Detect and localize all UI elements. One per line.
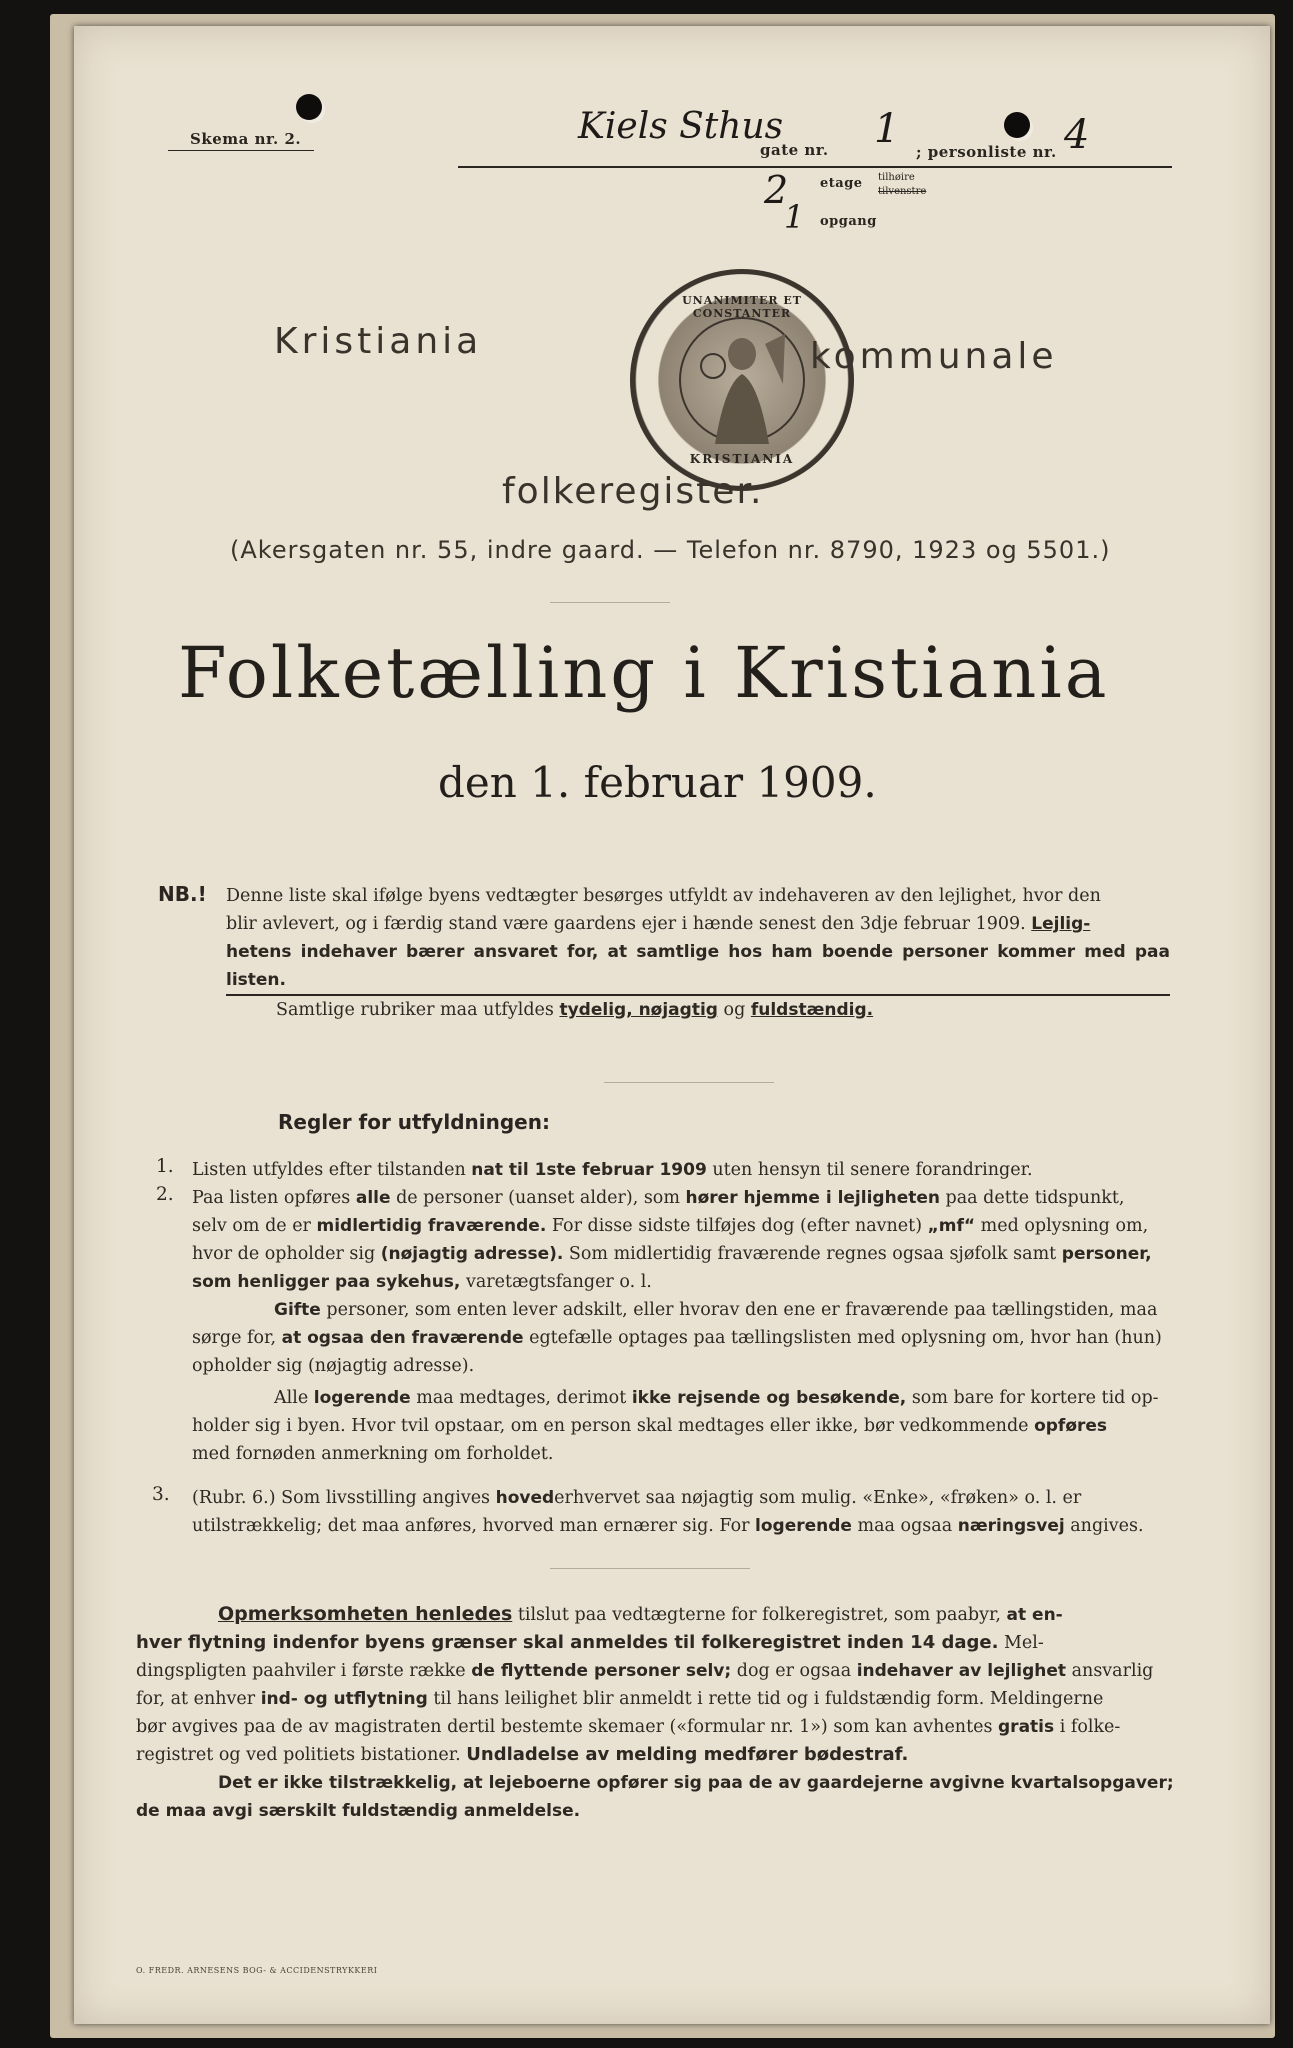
notice-line bbox=[136, 1657, 1176, 1685]
notice-line bbox=[136, 1741, 1176, 1769]
punch-hole-right bbox=[1004, 112, 1030, 138]
bold-part: logerende bbox=[313, 1388, 411, 1408]
text-part: holder sig i byen. Hvor tvil opstaar, om en person skal medtages eller ikke, bør vedkommende bbox=[192, 1416, 1035, 1436]
bold-part: næringsvej bbox=[957, 1516, 1065, 1536]
notice-lead: Opmerksomheten henledes bbox=[218, 1603, 513, 1625]
rules-heading: Regler for utfyldningen: bbox=[278, 1110, 550, 1134]
nb-line-2b: Lejlig- bbox=[1031, 914, 1091, 934]
text-part: Paa listen opføres bbox=[192, 1188, 356, 1208]
text-part: maa ogsaa bbox=[851, 1516, 958, 1536]
bold-part: ind- og utflytning bbox=[260, 1689, 428, 1709]
nb-line-3-bold: hetens indehaver bærer ansvaret for, at samtlige hos ham boende personer kommer med paa listen. bbox=[226, 942, 1170, 990]
text-part: med fornøden anmerkning om forholdet. bbox=[192, 1444, 554, 1464]
text-part: personer, som enten lever adskilt, eller hvorav den ene er fraværende paa tællingstiden, maa bbox=[320, 1300, 1158, 1320]
floor-value: 2 bbox=[764, 168, 789, 212]
bold-part: at en- bbox=[1006, 1605, 1063, 1625]
text-part: som bare for kortere tid op- bbox=[906, 1388, 1159, 1408]
bold-part: som henligger paa sykehus, bbox=[192, 1272, 461, 1292]
notice-line bbox=[136, 1713, 1176, 1741]
rule-3-text bbox=[192, 1484, 1172, 1540]
opgang-value: 1 bbox=[784, 198, 805, 236]
nb-line-2a: blir avlevert, og i færdig stand være gaardens ejer i hænde senest den 3dje februar 1909. bbox=[226, 914, 1026, 934]
bold-part: Undladelse av melding medfører bødestraf. bbox=[466, 1744, 909, 1765]
text-part: angives. bbox=[1064, 1516, 1144, 1536]
alle-line bbox=[192, 1384, 1172, 1412]
seal-text-top: UNANIMITER ET CONSTANTER bbox=[682, 294, 802, 320]
text-part: varetægtsfanger o. l. bbox=[460, 1272, 652, 1292]
text-part: erhvervet saa nøjagtig som mulig. «Enke», «frøken» o. l. er bbox=[554, 1488, 1082, 1508]
bold-part: hoved bbox=[495, 1488, 555, 1508]
opgang-label: opgang bbox=[820, 214, 877, 229]
bold-part: de maa avgi særskilt fuldstændig anmeldelse. bbox=[136, 1801, 581, 1821]
rule-1-part: uten hensyn til senere forandringer. bbox=[706, 1160, 1033, 1180]
text-part: sørge for, bbox=[192, 1328, 282, 1348]
schema-label: Skema nr. 2. bbox=[190, 130, 302, 148]
letterhead-kommunale: kommunale bbox=[810, 336, 1058, 377]
text-part: egtefælle optages paa tællingslisten med oplysning om, hvor han (hun) bbox=[523, 1328, 1162, 1348]
gifte-line bbox=[192, 1296, 1172, 1324]
separator-3 bbox=[550, 1568, 750, 1569]
text-part: selv om de er bbox=[192, 1216, 317, 1236]
rule-3-number: 3. bbox=[152, 1484, 170, 1505]
text-part: Mel- bbox=[998, 1633, 1044, 1653]
bold-part: indehaver av lejlighet bbox=[856, 1661, 1067, 1681]
text-part: (Rubr. 6.) Som livsstilling angives bbox=[192, 1488, 496, 1508]
nb-line-4c: og bbox=[723, 1000, 746, 1020]
seal-text-bottom: KRISTIANIA bbox=[689, 452, 795, 466]
rule-2-line bbox=[192, 1212, 1172, 1240]
kristiania-seal bbox=[630, 269, 854, 491]
nb-line-4b: tydelig, nøjagtig bbox=[559, 1000, 718, 1020]
bold-part: logerende bbox=[755, 1516, 852, 1536]
bold-part: Gifte bbox=[274, 1300, 321, 1320]
text-part: tilslut paa vedtægterne for folkeregistret, som paabyr, bbox=[512, 1605, 1007, 1625]
rule-1-text bbox=[192, 1156, 1172, 1184]
bold-part: alle bbox=[355, 1188, 391, 1208]
text-part: maa medtages, derimot bbox=[410, 1388, 632, 1408]
rule-1-number: 1. bbox=[156, 1156, 174, 1177]
bold-part: de flyttende personer selv; bbox=[471, 1661, 732, 1681]
nb-line-4a: Samtlige rubriker maa utfyldes bbox=[276, 1000, 554, 1020]
gifte-line bbox=[192, 1324, 1172, 1352]
notice-line bbox=[136, 1600, 1176, 1629]
bold-part: ikke rejsende og besøkende, bbox=[631, 1388, 907, 1408]
rule-3-line bbox=[192, 1484, 1172, 1512]
text-part: dingspligten paahviler i første række bbox=[136, 1661, 472, 1681]
street-handwritten: Kiels Sthus bbox=[578, 106, 784, 147]
personliste-value: 4 bbox=[1064, 112, 1090, 158]
address-line: (Akersgaten nr. 55, indre gaard. — Telefon nr. 8790, 1923 og 5501.) bbox=[230, 536, 1111, 564]
nb-label: NB.! bbox=[158, 882, 207, 906]
rule-1-part: Listen utfyldes efter tilstanden bbox=[192, 1160, 472, 1180]
schema-underline bbox=[168, 150, 314, 151]
text-part: registret og ved politiets bistationer. bbox=[136, 1745, 467, 1765]
bold-part: at ogsaa den fraværende bbox=[281, 1328, 524, 1348]
nb-line-1: Denne liste skal ifølge byens vedtægter besørges utfyldt av indehaveren av den lejlighet, hvor den bbox=[226, 886, 1101, 906]
etage-label: etage bbox=[820, 176, 863, 191]
notice-line bbox=[136, 1797, 1176, 1825]
text-part: Alle bbox=[274, 1388, 314, 1408]
text-part: dog er ogsaa bbox=[731, 1661, 857, 1681]
bold-part: Det er ikke tilstrækkelig, at lejeboerne opfører sig paa de av gaardejerne avgivne kvartalsopgaver; bbox=[218, 1773, 1174, 1793]
personliste-label: ; personliste nr. bbox=[916, 143, 1057, 161]
notice-line bbox=[136, 1629, 1176, 1657]
title-date: den 1. februar 1909. bbox=[438, 758, 877, 807]
rule-3-line bbox=[192, 1512, 1172, 1540]
rule-2-text bbox=[192, 1184, 1172, 1468]
alle-line bbox=[192, 1440, 1172, 1468]
separator-2 bbox=[604, 1082, 774, 1083]
rule-2-number: 2. bbox=[156, 1184, 174, 1205]
rule-2-line bbox=[192, 1184, 1172, 1212]
text-part: opholder sig (nøjagtig adresse). bbox=[192, 1356, 475, 1376]
text-part: paa dette tidspunkt, bbox=[939, 1188, 1125, 1208]
tilhoire-label: tilhøire bbox=[878, 172, 915, 183]
bold-part: gratis bbox=[998, 1717, 1055, 1737]
bold-part: midlertidig fraværende. bbox=[316, 1216, 547, 1236]
notice-line bbox=[136, 1769, 1176, 1797]
alle-line bbox=[192, 1412, 1172, 1440]
bold-part: (nøjagtig adresse). bbox=[380, 1244, 564, 1264]
text-part: til hans leilighet blir anmeldt i rette tid og i fuldstændig form. Meldingerne bbox=[427, 1689, 1104, 1709]
rule-1-bold: nat til 1ste februar 1909 bbox=[471, 1160, 707, 1180]
gate-label: gate nr. bbox=[760, 141, 829, 159]
nb-line-4 bbox=[226, 996, 1170, 1024]
bold-part: hører hjemme i lejligheten bbox=[685, 1188, 940, 1208]
text-part: utilstrækkelig; det maa anføres, hvorved man ernærer sig. For bbox=[192, 1516, 756, 1536]
text-part: for, at enhver bbox=[136, 1689, 261, 1709]
separator-1 bbox=[550, 602, 670, 603]
printer-imprint: O. FREDR. ARNESENS BOG- & ACCIDENSTRYKKERI bbox=[136, 1966, 378, 1975]
bold-part: opføres bbox=[1034, 1416, 1108, 1436]
text-part: Som midlertidig fraværende regnes ogsaa sjøfolk samt bbox=[563, 1244, 1062, 1264]
text-part: For disse sidste tilføjes dog (efter navnet) bbox=[546, 1216, 928, 1236]
bold-part: „mf“ bbox=[927, 1216, 976, 1236]
text-part: de personer (uanset alder), som bbox=[390, 1188, 686, 1208]
notice-paragraph bbox=[136, 1600, 1176, 1825]
bold-part: personer, bbox=[1061, 1244, 1152, 1264]
letterhead-folkeregister: folkeregister. bbox=[502, 471, 764, 512]
nb-paragraph bbox=[226, 882, 1170, 1024]
letterhead-kristiania: Kristiania bbox=[274, 321, 483, 362]
text-part: med oplysning om, bbox=[975, 1216, 1149, 1236]
rule-2-line bbox=[192, 1268, 1172, 1296]
text-part: i folke- bbox=[1054, 1717, 1121, 1737]
text-part: hvor de opholder sig bbox=[192, 1244, 381, 1264]
gifte-line bbox=[192, 1352, 1172, 1380]
text-part: ansvarlig bbox=[1066, 1661, 1154, 1681]
nb-line-3 bbox=[226, 938, 1170, 996]
text-part: bør avgives paa de av magistraten dertil bestemte skemaer («formular nr. 1») som kan avhentes bbox=[136, 1717, 999, 1737]
tilvenstre-label: tilvenstre bbox=[878, 186, 927, 197]
rule-2-line bbox=[192, 1240, 1172, 1268]
gate-value: 1 bbox=[874, 106, 900, 152]
census-form-sheet bbox=[74, 26, 1270, 2024]
header-underline bbox=[458, 166, 1172, 168]
bold-part: hver flytning indenfor byens grænser skal anmeldes til folkeregistret inden 14 dage. bbox=[136, 1632, 999, 1653]
punch-hole-left bbox=[296, 94, 322, 120]
notice-line bbox=[136, 1685, 1176, 1713]
nb-line-2 bbox=[226, 910, 1170, 938]
nb-line-4d: fuldstændig. bbox=[750, 1000, 874, 1020]
main-title: Folketælling i Kristiania bbox=[178, 632, 1110, 714]
